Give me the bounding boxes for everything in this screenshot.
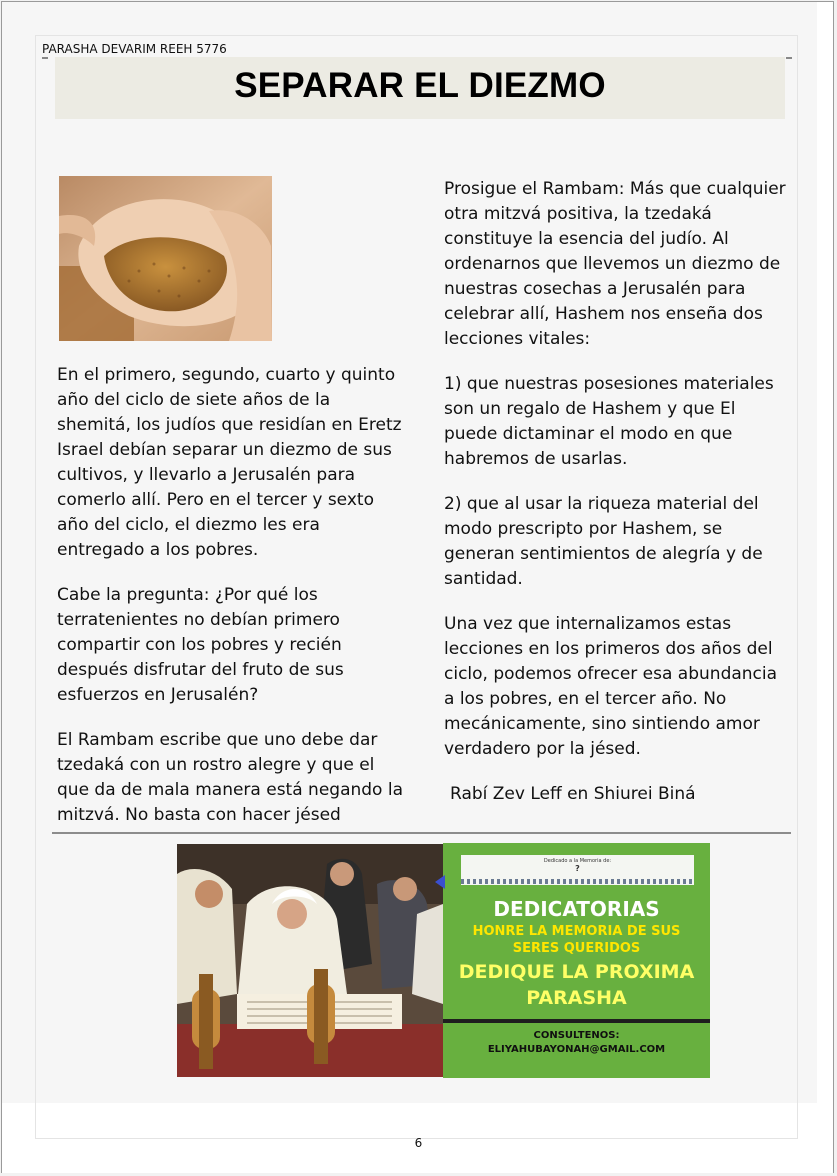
article-left-column: [57, 363, 407, 848]
ad-heading: DEDICATORIAS: [493, 897, 660, 921]
article-paragraph: Una vez que internalizamos estas lecciones en los primeros dos años del ciclo, podemos ofrecer esa abundancia a los pobres, en el tercer año. No mecánicamente, sino sintiendo amor verdadero por la jésed.: [444, 614, 778, 759]
dedication-ad: [443, 843, 710, 1078]
ad-email[interactable]: ELIYAHUBAYONAH@GMAIL.COM: [487, 1044, 666, 1055]
page-number: 6: [414, 1136, 423, 1150]
ad-line-honre: HONRE LA MEMORIA DE SUS: [472, 924, 681, 939]
ad-contact-label: CONSULTENOS:: [533, 1030, 620, 1041]
page-title: SEPARAR EL DIEZMO: [234, 66, 606, 105]
running-header: PARASHA DEVARIM REEH 5776: [42, 42, 227, 56]
header-tick-right: [786, 57, 792, 59]
ad-strip-pattern: [461, 879, 694, 884]
play-arrow-icon: [435, 875, 445, 889]
ad-strip-mark: ?: [575, 864, 580, 873]
grain-hands-image: [59, 176, 272, 341]
header-tick-left: [42, 57, 48, 59]
article-author: Rabí Zev Leff en Shiurei Biná: [450, 784, 696, 804]
article-paragraph: Cabe la pregunta: ¿Por qué los terratenientes no debían primero compartir con los pobres y recién después disfrutar del fruto de sus esfuerzos en Jerusalén?: [57, 585, 344, 705]
torah-reading-photo: [177, 844, 443, 1077]
article-paragraph: Prosigue el Rambam: Más que cualquier otra mitzvá positiva, la tzedaká constituye la esencia del judío. Al ordenarnos que llevemos un diezmo de nuestras cosechas a Jerusalén para celebrar allí, Hashem nos enseña dos lecciones vitales:: [444, 179, 786, 349]
article-paragraph: El Rambam escribe que uno debe dar tzedaká con un rostro alegre y que el que da de mala manera está negando la mitzvá. No basta con hacer jésed: [57, 730, 403, 825]
ad-strip-caption: Dedicado a la Memoria de:: [543, 858, 612, 864]
article-right-column: [444, 177, 789, 827]
page-right-band: [817, 2, 833, 1173]
ad-separator: [443, 1019, 710, 1023]
article-paragraph: En el primero, segundo, cuarto y quinto año del ciclo de siete años de la shemitá, los judíos que residían en Eretz Israel debían separar un diezmo de sus cultivos, y llevarlo a Jerusalén para comerlo allí. Pero en el tercer y sexto año del ciclo, el diezmo les era entregado a los pobres.: [57, 365, 402, 560]
article-paragraph: 1) que nuestras posesiones materiales son un regalo de Hashem y que El puede dictaminar el modo en que habremos de usarlas.: [444, 374, 774, 469]
ad-line-parasha: PARASHA: [526, 987, 627, 1009]
ad-line-seres: SERES QUERIDOS: [512, 941, 641, 956]
article-paragraph: 2) que al usar la riqueza material del modo prescripto por Hashem, se generan sentimientos de alegría y de santidad.: [444, 494, 763, 589]
title-banner: [55, 57, 785, 119]
ad-line-dedique: DEDIQUE LA PROXIMA: [458, 961, 695, 983]
section-divider: [52, 832, 791, 834]
